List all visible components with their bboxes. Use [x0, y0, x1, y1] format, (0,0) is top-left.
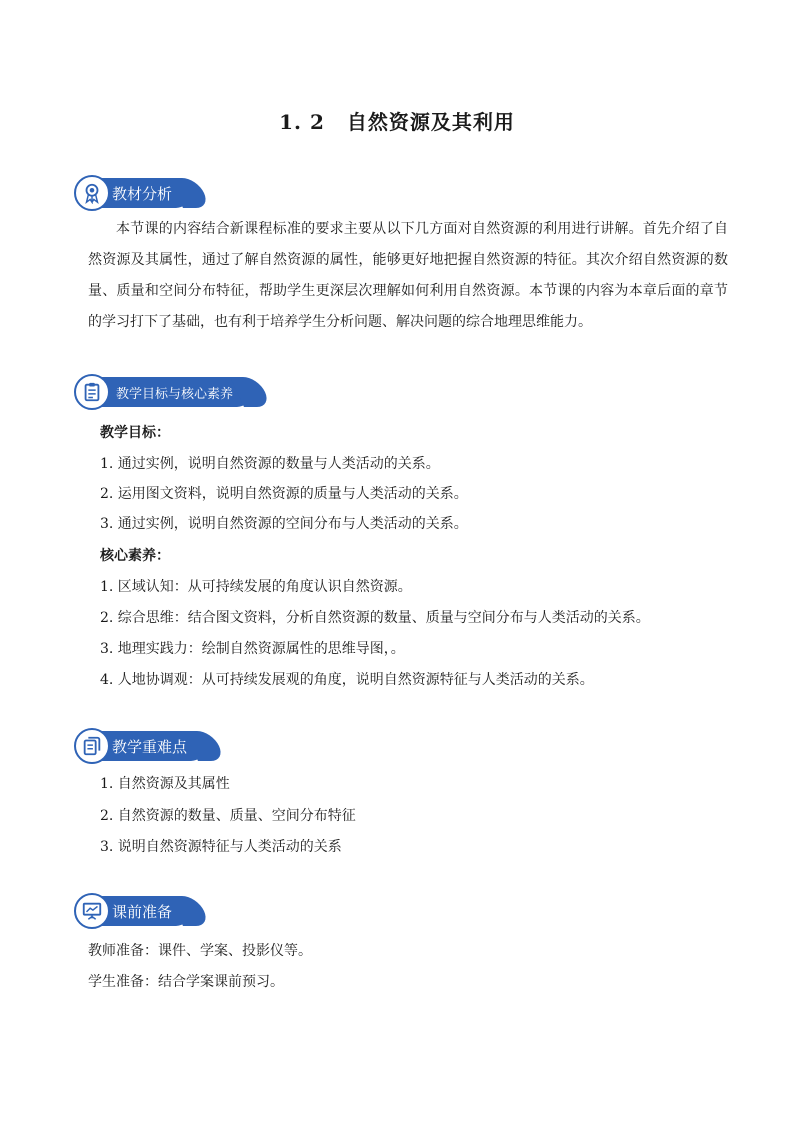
analysis-paragraph: 本节课的内容结合新课程标准的要求主要从以下几方面对自然资源的利用进行讲解。首先介绍了自然资源及其属性，通过了解自然资源的属性，能够更好地把握自然资源的特征。其次介绍自然资源的数量、质量和空间分布特征，帮助学生更深层次理解如何利用自然资源。本节课的内容为本章后面的章节的学习打下了基础，也有利于培养学生分析问题、解决问题的综合地理思维能力。	[88, 221, 728, 330]
section-heading-prep: 课前准备	[112, 902, 173, 921]
literacy-item: 1. 区域认知：从可持续发展的角度认识自然资源。	[100, 579, 412, 595]
title-text: 自然资源及其利用	[346, 110, 515, 134]
literacy-item: 4. 人地协调观：从可持续发展观的角度，说明自然资源特征与人类活动的关系。	[100, 672, 594, 688]
page-title	[0, 106, 794, 135]
section-heading-analysis: 教材分析	[112, 184, 173, 203]
section-badge-goals	[76, 377, 251, 407]
clipboard-list-icon	[74, 374, 110, 410]
section-badge-prep	[76, 896, 190, 926]
section-heading-goals: 教学目标与核心素养	[116, 386, 234, 402]
goal-item: 3. 通过实例，说明自然资源的空间分布与人类活动的关系。	[100, 516, 468, 532]
documents-icon	[74, 728, 110, 764]
keypoint-item: 2. 自然资源的数量、质量、空间分布特征	[100, 808, 356, 824]
section-badge-analysis	[76, 178, 190, 208]
section-header-prep	[76, 896, 190, 926]
literacy-item: 3. 地理实践力：绘制自然资源属性的思维导图，。	[100, 641, 405, 657]
section-header-keypoints	[76, 731, 205, 761]
section-heading-keypoints: 教学重难点	[112, 737, 188, 756]
section-header-analysis	[76, 178, 190, 208]
award-ribbon-icon	[74, 175, 110, 211]
keypoint-item: 3. 说明自然资源特征与人类活动的关系	[100, 839, 342, 855]
title-number: 1. 2	[279, 110, 325, 134]
literacy-item: 2. 综合思维：结合图文资料，分析自然资源的数量、质量与空间分布与人类活动的关系。	[100, 610, 650, 626]
prep-item: 教师准备：课件、学案、投影仪等。	[88, 943, 312, 959]
prep-item: 学生准备：结合学案课前预习。	[88, 974, 284, 990]
presentation-board-icon	[74, 893, 110, 929]
literacy-label: 核心素养：	[100, 548, 170, 564]
goal-item: 1. 通过实例，说明自然资源的数量与人类活动的关系。	[100, 456, 440, 472]
goal-item: 2. 运用图文资料，说明自然资源的质量与人类活动的关系。	[100, 486, 468, 502]
keypoint-item: 1. 自然资源及其属性	[100, 776, 230, 792]
goals-label: 教学目标：	[100, 425, 170, 441]
section-header-goals	[76, 377, 251, 407]
section-badge-keypoints	[76, 731, 205, 761]
